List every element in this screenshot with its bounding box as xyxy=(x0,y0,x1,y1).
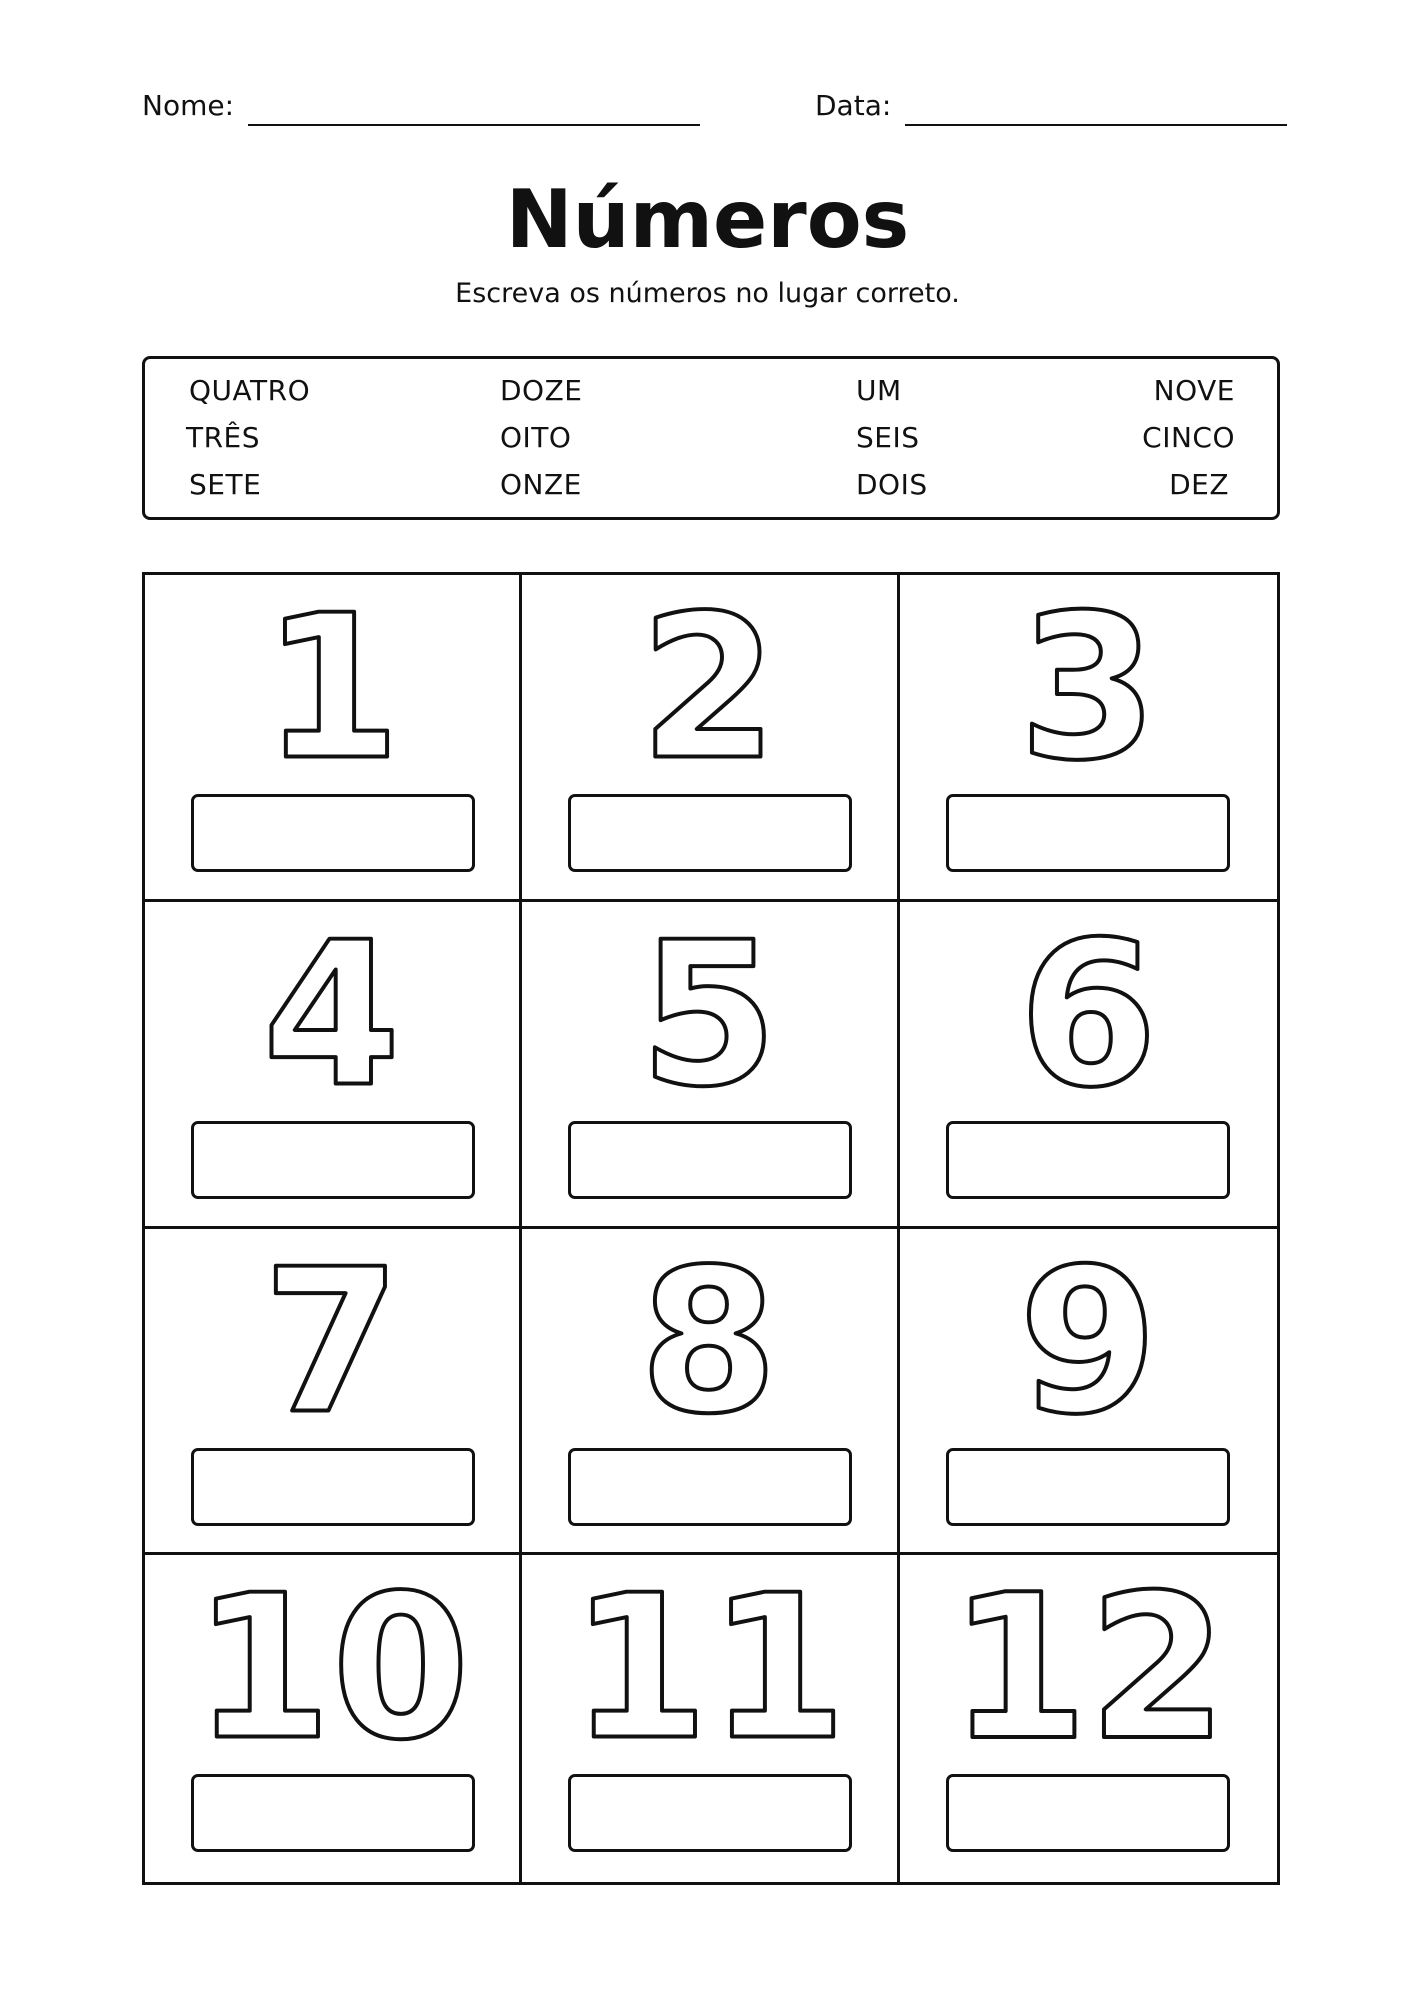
answer-box[interactable] xyxy=(191,1448,475,1526)
outline-number xyxy=(900,1241,1277,1426)
number-cell xyxy=(522,575,899,902)
word-bank-item: QUATRO xyxy=(189,374,311,407)
number-cell xyxy=(522,1555,899,1882)
answer-box[interactable] xyxy=(568,794,852,872)
number-cell xyxy=(145,1555,522,1882)
name-write-line[interactable] xyxy=(248,94,700,126)
answer-box[interactable] xyxy=(946,1121,1230,1199)
answer-box[interactable] xyxy=(191,1121,475,1199)
number-numeral: 10 xyxy=(193,1567,470,1753)
outline-number xyxy=(145,1241,519,1426)
outline-number xyxy=(900,914,1277,1099)
word-bank-item: SEIS xyxy=(856,421,920,454)
word-bank-item: TRÊS xyxy=(186,421,261,454)
number-cell xyxy=(145,902,522,1229)
instructions: Escreva os números no lugar correto. xyxy=(455,278,960,309)
word-bank xyxy=(142,356,1280,520)
answer-box[interactable] xyxy=(568,1774,852,1852)
number-numeral: 6 xyxy=(1018,913,1158,1099)
word-bank-item: ONZE xyxy=(500,468,582,501)
name-label: Nome: xyxy=(142,89,235,122)
word-bank-item: UM xyxy=(856,374,902,407)
number-numeral: 5 xyxy=(639,913,779,1099)
word-bank-item: CINCO xyxy=(1142,421,1235,454)
word-bank-item: SETE xyxy=(189,468,262,501)
word-bank-item: DEZ xyxy=(1169,468,1229,501)
outline-number xyxy=(145,1567,519,1752)
date-label: Data: xyxy=(815,89,892,122)
number-numeral: 8 xyxy=(639,1240,779,1426)
number-numeral: 2 xyxy=(639,587,779,772)
number-numeral: 12 xyxy=(948,1567,1227,1753)
number-cell xyxy=(522,902,899,1229)
outline-number xyxy=(522,1567,896,1752)
answer-box[interactable] xyxy=(946,794,1230,872)
word-bank-item: DOIS xyxy=(856,468,928,501)
outline-number xyxy=(522,914,896,1099)
number-numeral: 7 xyxy=(262,1240,401,1426)
number-cell xyxy=(900,1229,1277,1556)
answer-box[interactable] xyxy=(946,1448,1230,1526)
date-write-line[interactable] xyxy=(905,94,1287,126)
word-bank-item: OITO xyxy=(500,421,572,454)
number-cell xyxy=(522,1229,899,1556)
outline-number xyxy=(522,1241,896,1426)
number-cell xyxy=(900,902,1277,1229)
word-bank-item: DOZE xyxy=(500,374,583,407)
answer-box[interactable] xyxy=(568,1448,852,1526)
outline-number xyxy=(145,587,519,772)
number-numeral: 9 xyxy=(1018,1240,1158,1426)
number-numeral: 3 xyxy=(1018,587,1158,772)
answer-box[interactable] xyxy=(191,1774,475,1852)
answer-box[interactable] xyxy=(946,1774,1230,1852)
number-numeral: 4 xyxy=(262,913,401,1099)
number-cell xyxy=(145,1229,522,1556)
number-cell xyxy=(900,575,1277,902)
word-bank-item: NOVE xyxy=(1153,374,1235,407)
date-field xyxy=(815,86,1287,126)
outline-number xyxy=(522,587,896,772)
page-title: Números xyxy=(505,173,910,266)
number-grid xyxy=(142,572,1280,1885)
answer-box[interactable] xyxy=(191,794,475,872)
number-numeral: 1 xyxy=(262,587,401,772)
number-numeral: 11 xyxy=(570,1567,848,1753)
number-cell xyxy=(145,575,522,902)
outline-number xyxy=(145,914,519,1099)
outline-number xyxy=(900,1567,1277,1752)
name-field xyxy=(142,86,700,126)
answer-box[interactable] xyxy=(568,1121,852,1199)
number-cell xyxy=(900,1555,1277,1882)
outline-number xyxy=(900,587,1277,772)
